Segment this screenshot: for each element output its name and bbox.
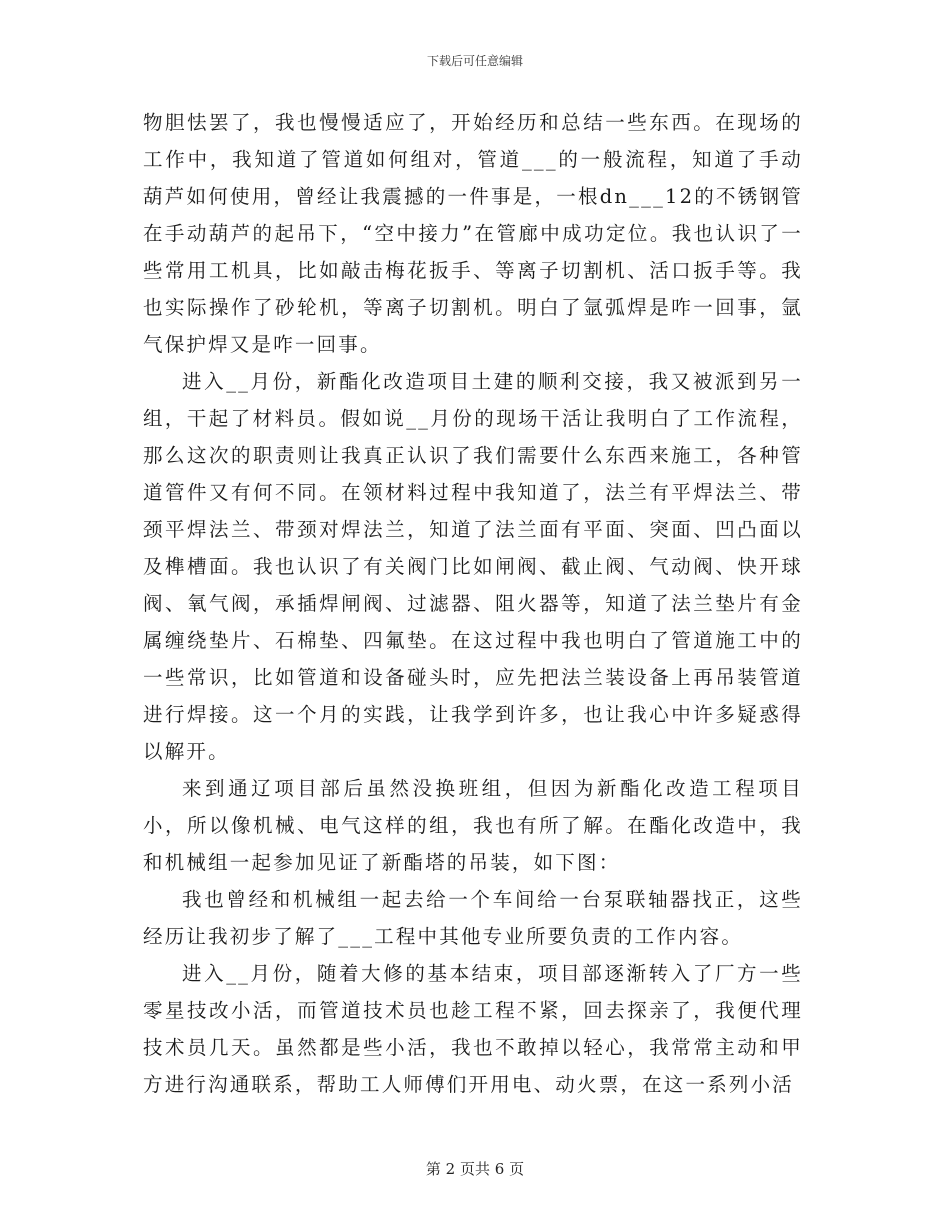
paragraph-4: 我也曾经和机械组一起去给一个车间给一台泵联轴器找正，这些经历让我初步了解了___工程中其他专业所要负责的工作内容。 [143, 888, 803, 948]
document-body [143, 104, 803, 1103]
paragraph-2: 进入__月份，新酯化改造项目土建的顺利交接，我又被派到另一组，干起了材料员。假如说__月份的现场干活让我明白了工作流程，那么这次的职责则让我真正认识了我们需要什么东西来施工，各种管道管件又有何不同。在领材料过程中我知道了，法兰有平焊法兰、带颈平焊法兰、带颈对焊法兰，知道了法兰面有平面、突面、凹凸面以及榫槽面。我也认识了有关阀门比如闸阀、截止阀、气动阀、快开球阀、氧气阀，承插焊闸阀、过滤器、阻火器等，知道了法兰垫片有金属缠绕垫片、石棉垫、四氟垫。在这过程中我也明白了管道施工中的一些常识，比如管道和设备碰头时，应先把法兰装设备上再吊装管道进行焊接。这一个月的实践，让我学到许多，也让我心中许多疑惑得以解开。 [143, 370, 803, 763]
page-header: 下载后可任意编辑 [426, 54, 523, 68]
paragraph-3: 来到通辽项目部后虽然没换班组，但因为新酯化改造工程项目小，所以像机械、电气这样的组，我也有所了解。在酯化改造中，我和机械组一起参加见证了新酯塔的吊装，如下图： [143, 777, 803, 874]
paragraph-1: 物胆怯罢了，我也慢慢适应了，开始经历和总结一些东西。在现场的工作中，我知道了管道如何组对，管道___的一般流程，知道了手动葫芦如何使用，曾经让我震撼的一件事是，一根dn___12的不锈钢管在手动葫芦的起吊下，“空中接力”在管廊中成功定位。我也认识了一些常用工机具，比如敲击梅花扳手、等离子切割机、活口扳手等。我也实际操作了砂轮机，等离子切割机。明白了氩弧焊是咋一回事，氩气保护焊又是咋一回事。 [143, 111, 803, 356]
paragraph-5: 进入__月份，随着大修的基本结束，项目部逐渐转入了厂方一些零星技改小活，而管道技术员也趁工程不紧，回去探亲了，我便代理技术员几天。虽然都是些小活，我也不敢掉以轻心，我常常主动和甲方进行沟通联系，帮助工人师傅们开用电、动火票，在这一系列小活 [143, 962, 803, 1096]
page-number-footer: 第 2 页共 6 页 [425, 1160, 525, 1178]
